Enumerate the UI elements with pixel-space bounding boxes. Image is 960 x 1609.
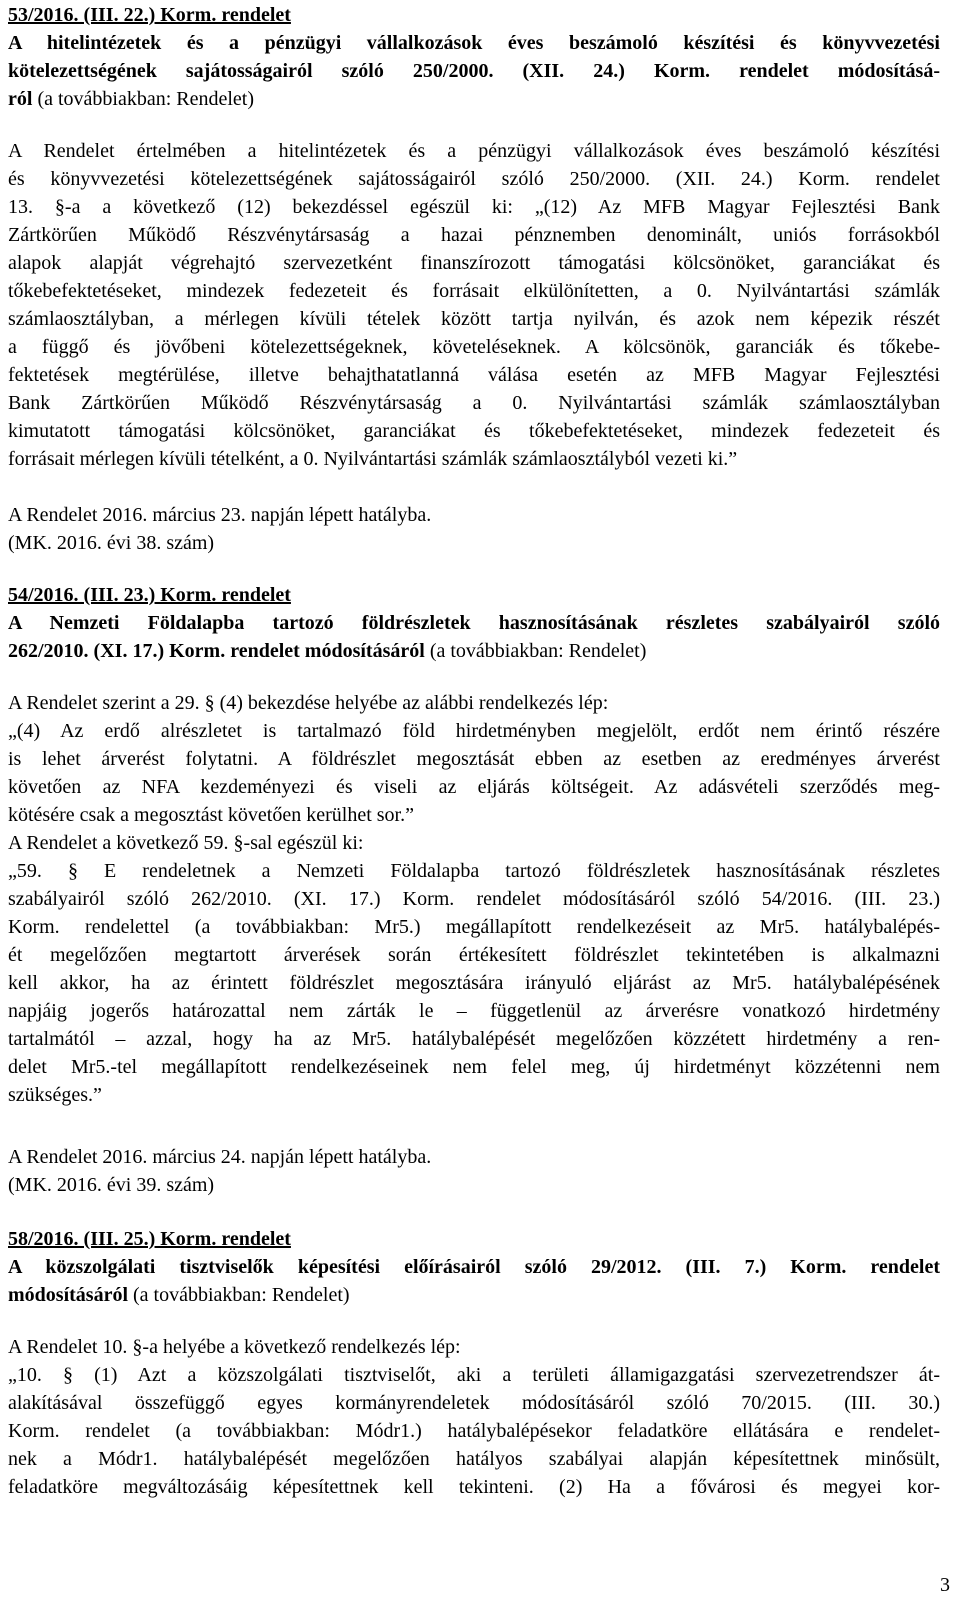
page-number: 3 [940,1574,950,1596]
title-plain-part: (a továbbiakban: Rendelet) [424,640,647,662]
body-line: alapok alapját végrehajtó szervezetként finanszírozott támogatási kölcsönöket, garanciákat és [8,252,940,274]
section-heading: 53/2016. (III. 22.) Korm. rendelet [8,4,291,26]
body-line: napjáig jogerős határozattal nem zárták le – függetlenül az árverésre vonatkozó hirdetmény [8,1000,940,1022]
body-line: „(4) Az erdő alrészletet is tartalmazó föld hirdetményben megjelölt, erdőt nem érintő részére [8,720,940,742]
body-line: „59. § E rendeletnek a Nemzeti Földalapba tartozó földrészletek hasznosításának részletes [8,860,940,882]
section-title-line: A hitelintézetek és a pénzügyi vállalkozások éves beszámoló készítési és könyvvezetési [8,32,940,54]
body-line: „10. § (1) Azt a közszolgálati tisztviselőt, aki a területi államigazgatási szervezetrendszer át- [8,1364,940,1386]
body-line: A Rendelet a következő 59. §-sal egészül ki: [8,832,364,854]
body-line: a függő és jövőbeni kötelezettségeknek, követeléseknek. A kölcsönök, garanciák és tőkebe- [8,336,940,358]
body-line: A Rendelet szerint a 29. § (4) bekezdése helyébe az alábbi rendelkezés lép: [8,692,609,714]
section-title-line: A Nemzeti Földalapba tartozó földrészletek hasznosításának részletes szabályairól szóló [8,612,940,634]
effect-date: A Rendelet 2016. március 24. napján lépett hatályba. [8,1146,432,1168]
section-heading: 58/2016. (III. 25.) Korm. rendelet [8,1228,291,1250]
body-line: delet Mr5.-tel megállapított rendelkezéseinek nem felel meg, új hirdetményt közzétenni nem [8,1056,940,1078]
section-title-last-line [8,638,940,664]
body-line: forrásait mérlegen kívüli tételként, a 0. Nyilvántartási számlák számlaosztályból vezeti ki.” [8,448,738,470]
gazette-reference: (MK. 2016. évi 39. szám) [8,1174,215,1196]
body-line: fektetések megtérülése, illetve behajthatatlanná válása esetén az MFB Magyar Fejlesztési [8,364,940,386]
body-line: Korm. rendelet (a továbbiakban: Módr1.) hatálybalépésekor feladatköre ellátására e rendelet- [8,1420,940,1442]
title-bold-part: 262/2010. (XI. 17.) Korm. rendelet módosításáról [8,640,425,662]
section-heading: 54/2016. (III. 23.) Korm. rendelet [8,584,291,606]
effect-date: A Rendelet 2016. március 23. napján lépett hatályba. [8,504,432,526]
section-title-last-line [8,86,940,112]
body-line: ét megelőzően megtartott árverések során értékesített földrészlet tekintetében is alkalmazni [8,944,940,966]
title-bold-part: ról [8,88,33,110]
body-line: kimutatott támogatási kölcsönöket, garanciákat és tőkebefektetéseket, mindezek fedezeteit és [8,420,940,442]
body-line: számlaosztályban, a mérlegen kívüli tételek között tartja nyilván, és azok nem képezik részét [8,308,940,330]
body-line: A Rendelet 10. §-a helyébe a következő rendelkezés lép: [8,1336,461,1358]
body-line: kell akkor, ha az érintett földrészlet megosztására irányuló eljárást az Mr5. hatálybalépésének [8,972,940,994]
body-line: kötésére csak a megosztást követően kerülhet sor.” [8,804,414,826]
section-title-line: kötelezettségének sajátosságairól szóló 250/2000. (XII. 24.) Korm. rendelet módosításá- [8,60,940,82]
body-line: alakításával összefüggő egyes kormányrendeletek módosításáról szóló 70/2015. (III. 30.) [8,1392,940,1414]
body-line: Bank Zártkörűen Működő Részvénytársaság a 0. Nyilvántartási számlák számlaosztályban [8,392,940,414]
title-plain-part: (a továbbiakban: Rendelet) [128,1284,350,1306]
gazette-reference: (MK. 2016. évi 38. szám) [8,532,215,554]
body-line: tőkebefektetéseket, mindezek fedezeteit és forrásait elkülönítetten, a 0. Nyilvántartási számlák [8,280,940,302]
body-line: Zártkörűen Működő Részvénytársaság a hazai pénznemben denominált, uniós forrásokból [8,224,940,246]
section-title-line: A közszolgálati tisztviselők képesítési előírásairól szóló 29/2012. (III. 7.) Korm. rendelet [8,1256,940,1278]
body-line: szabályairól szóló 262/2010. (XI. 17.) Korm. rendelet módosításáról szóló 54/2016. (III. 23.) [8,888,940,910]
body-line: is lehet árverést folytatni. A földrészlet megosztását ebben az esetben az eredményes árverést [8,748,940,770]
title-plain-part: (a továbbiakban: Rendelet) [32,88,255,110]
body-line: A Rendelet értelmében a hitelintézetek és a pénzügyi vállalkozások éves beszámoló készítési [8,140,940,162]
body-line: Korm. rendelettel (a továbbiakban: Mr5.) megállapított rendelkezéseit az Mr5. hatálybalépés- [8,916,940,938]
body-line: és könyvvezetési kötelezettségének sajátosságairól szóló 250/2000. (XII. 24.) Korm. rendelet [8,168,940,190]
body-line: tartalmától – azzal, hogy ha az Mr5. hatálybalépését megelőzően közzétett hirdetmény a ren- [8,1028,940,1050]
section-title-last-line [8,1282,940,1308]
body-line: feladatköre megváltozásáig képesítettnek kell tekinteni. (2) Ha a fővárosi és megyei kor- [8,1476,940,1498]
body-line: 13. §-a a következő (12) bekezdéssel egészül ki: „(12) Az MFB Magyar Fejlesztési Bank [8,196,940,218]
title-bold-part: módosításáról [8,1284,128,1306]
body-line: szükséges.” [8,1084,102,1106]
body-line: nek a Módr1. hatálybalépését megelőzően hatályos szabályai alapján képesítettnek minősült, [8,1448,940,1470]
body-line: követően az NFA kezdeményezi és viseli az eljárás költségeit. Az adásvételi szerződés meg- [8,776,940,798]
